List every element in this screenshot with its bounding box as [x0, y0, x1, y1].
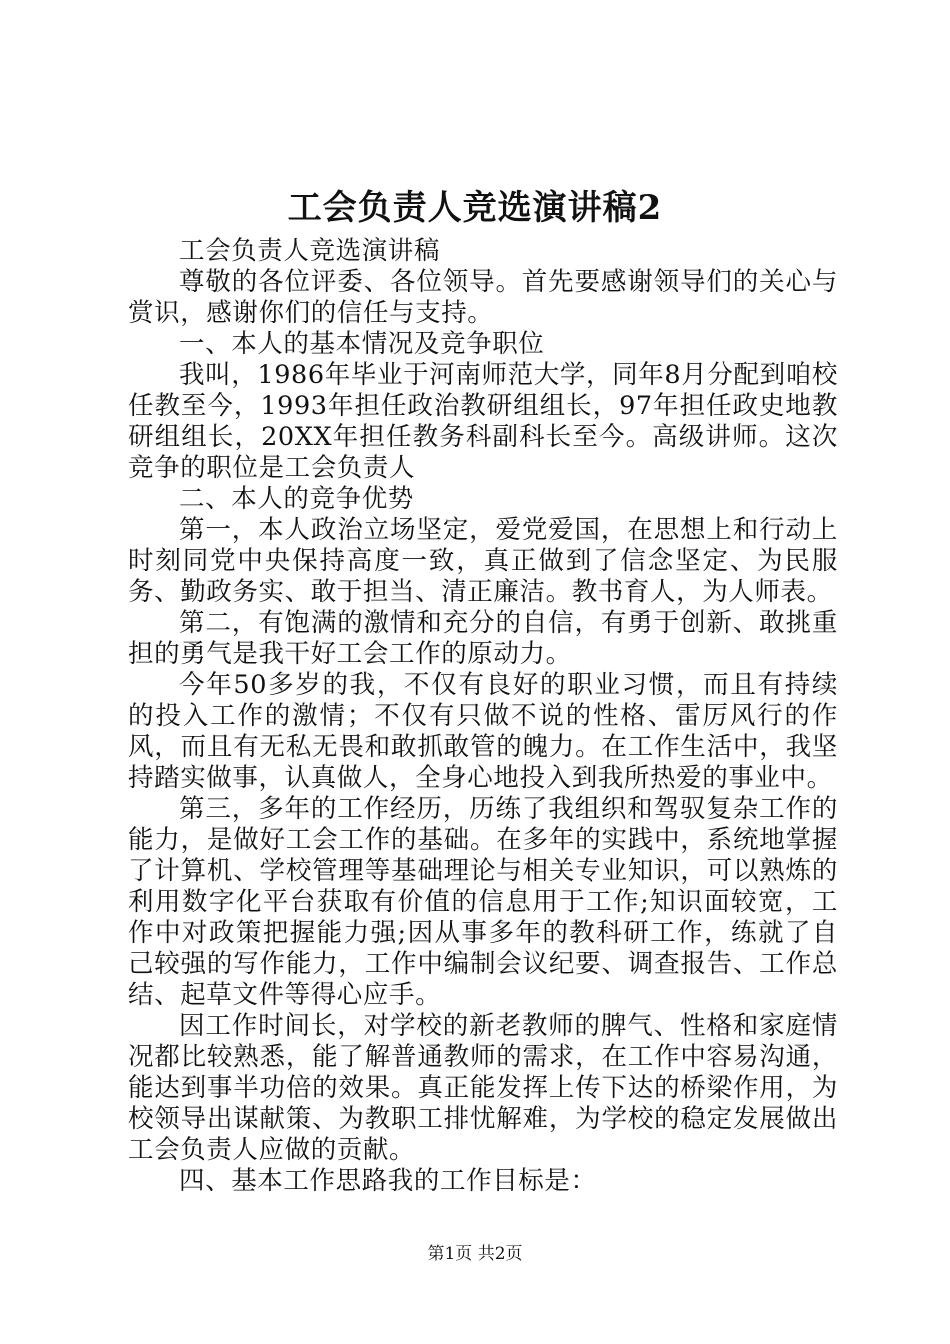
page-number-footer: 第1页 共2页	[427, 1244, 523, 1264]
paragraph-advantage-two: 第二，有饱满的激情和充分的自信，有勇于创新、敢挑重担的勇气是我干好工会工作的原动力。	[128, 608, 838, 669]
paragraph-greeting: 尊敬的各位评委、各位领导。首先要感谢领导们的关心与赏识，感谢你们的信任与支持。	[128, 267, 838, 328]
document-body	[128, 236, 838, 1197]
paragraph-basic-info: 我叫，1986年毕业于河南师范大学，同年8月分配到咱校任教至今，1993年担任政治教研组组长，97年担任政史地教研组组长，20XX年担任教务科副科长至今。高级讲师。这次竞争的职位是工会负责人	[128, 360, 838, 483]
paragraph-heading-repeat: 工会负责人竞选演讲稿	[179, 236, 441, 266]
section-heading-advantages: 二、本人的竞争优势	[179, 484, 414, 514]
document-title: 工会负责人竞选演讲稿2	[287, 188, 663, 228]
paragraph-familiarity: 因工作时间长，对学校的新老教师的脾气、性格和家庭情况都比较熟悉，能了解普通教师的需求，在工作中容易沟通，能达到事半功倍的效果。真正能发挥上传下达的桥梁作用，为校领导出谋献策、为教职工排忧解难，为学校的稳定发展做出工会负责人应做的贡献。	[128, 1011, 838, 1165]
paragraph-advantage-three: 第三，多年的工作经历，历练了我组织和驾驭复杂工作的能力，是做好工会工作的基础。在多年的实践中，系统地掌握了计算机、学校管理等基础理论与相关专业知识，可以熟炼的利用数字化平台获取有价值的信息用于工作;知识面较宽，工作中对政策把握能力强;因从事多年的教科研工作，练就了自己较强的写作能力，工作中编制会议纪要、调查报告、工作总结、起草文件等得心应手。	[128, 794, 838, 1010]
paragraph-advantage-one: 第一，本人政治立场坚定，爱党爱国，在思想上和行动上时刻同党中央保持高度一致，真正做到了信念坚定、为民服务、勤政务实、敢于担当、清正廉洁。教书育人，为人师表。	[128, 515, 838, 607]
section-heading-work-plan: 四、基本工作思路我的工作目标是：	[179, 1166, 597, 1196]
paragraph-personal-traits: 今年50多岁的我，不仅有良好的职业习惯，而且有持续的投入工作的激情；不仅有只做不说的性格、雷厉风行的作风，而且有无私无畏和敢抓敢管的魄力。在工作生活中，我坚持踏实做事，认真做人，全身心地投入到我所热爱的事业中。	[128, 670, 838, 793]
section-heading-basic-info: 一、本人的基本情况及竞争职位	[179, 329, 545, 359]
